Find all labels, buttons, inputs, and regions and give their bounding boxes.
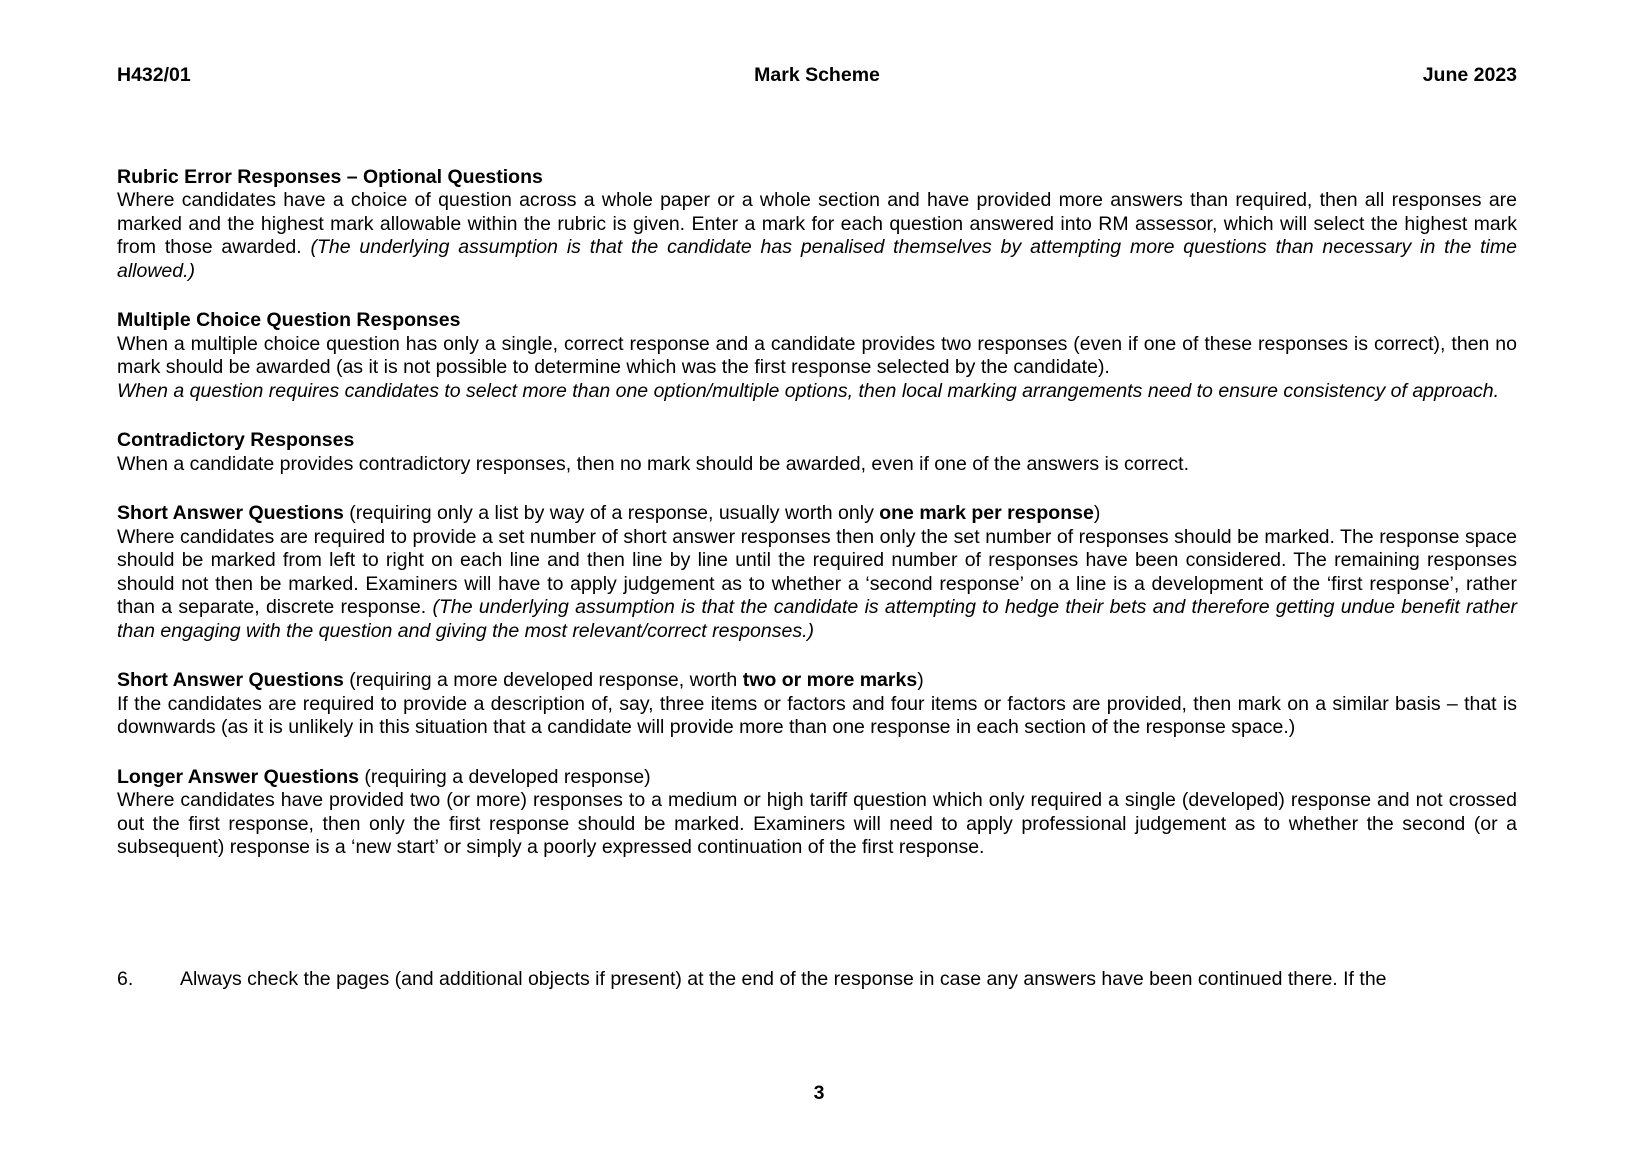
numbered-item-6 (117, 968, 1517, 992)
section-heading: Short Answer Questions (requiring a more developed response, worth two or more marks) (117, 669, 924, 691)
section-heading: Longer Answer Questions (requiring a developed response) (117, 765, 651, 788)
section-paragraph: When a question requires candidates to select more than one option/multiple options, then local marking arrangements need to ensure consistency of approach. (117, 379, 1500, 402)
section-heading: Rubric Error Responses – Optional Questions (117, 165, 543, 188)
section-heading: Short Answer Questions (requiring only a list by way of a response, usually worth only one mark per response) (117, 502, 1101, 524)
page-number: 3 (813, 1082, 825, 1104)
section-heading: Contradictory Responses (117, 429, 355, 451)
page-header (117, 64, 1517, 88)
section-multiple-choice-responses (117, 309, 1517, 403)
section-longer-answer-questions (117, 766, 1517, 860)
document-content (117, 166, 1517, 992)
header-session-date: June 2023 (1422, 64, 1518, 86)
section-paragraph: If the candidates are required to provide a description of, say, three items or factors and four items or factors are provided, then mark on a similar basis – that is downwards (as it is unlikely in this situation that a candidate will provide more than one response in each section of the response space.) (117, 692, 1517, 738)
section-short-answer-one-mark (117, 502, 1517, 643)
section-paragraph: Where candidates have a choice of question across a whole paper or a whole section and have provided more answers than required, then all responses are marked and the highest mark allowable within the rubric is given. Enter a mark for each question answered into RM assessor, which will select the highest mark from those awarded. (The underlying assumption is that the candidate has penalised themselves by attempting more questions than necessary in the time allowed.) (117, 189, 1517, 282)
section-paragraph: Where candidates are required to provide a set number of short answer responses then only the set number of responses should be marked. The response space should be marked from left to right on each line and then line by line until the required number of responses have been considered. The remaining responses should not then be marked. Examiners will have to apply judgement as to whether a ‘second response’ on a line is a development of the ‘first response’, rather than a separate, discrete response. (The underlying assumption is that the candidate is attempting to hedge their bets and therefore getting undue benefit rather than engaging with the question and giving the most relevant/correct responses.) (117, 525, 1517, 642)
header-paper-code: H432/01 (117, 64, 191, 86)
item-number: 6. (117, 967, 134, 990)
section-short-answer-two-or-more-marks (117, 669, 1517, 740)
header-title: Mark Scheme (754, 64, 880, 86)
section-paragraph: When a candidate provides contradictory responses, then no mark should be awarded, even if one of the answers is correct. (117, 452, 1190, 475)
page-footer (0, 1082, 1638, 1106)
section-heading: Multiple Choice Question Responses (117, 309, 461, 331)
section-paragraph: Where candidates have provided two (or more) responses to a medium or high tariff question which only required a single (developed) response and not crossed out the first response, then only the first response should be marked. Examiners will need to apply professional judgement as to whether the second (or a subsequent) response is a ‘new start’ or simply a poorly expressed continuation of the first response. (117, 789, 1517, 858)
section-paragraph: When a multiple choice question has only a single, correct response and a candidate provides two responses (even if one of these responses is correct), then no mark should be awarded (as it is not possible to determine which was the first response selected by the candidate). (117, 332, 1517, 378)
section-contradictory-responses (117, 429, 1517, 476)
item-text: Always check the pages (and additional objects if present) at the end of the response in case any answers have been continued there. If the (180, 967, 1387, 990)
section-rubric-error-responses (117, 166, 1517, 284)
